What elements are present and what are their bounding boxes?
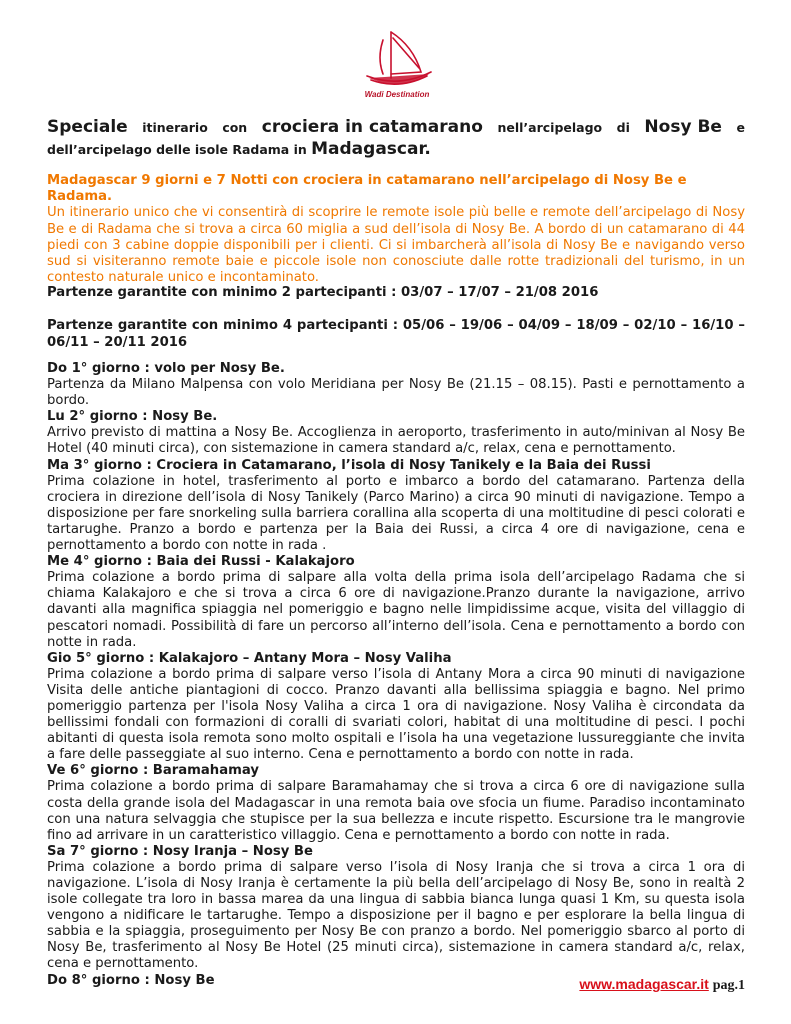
headline-word: itinerario [142,120,208,135]
intro-section [47,173,745,286]
headline-word: di [616,120,630,135]
intro-text: Un itinerario unico che vi consentirà di scoprire le remote isole più belle e remote dell’arcipelago di Nosy Be e di Radama che si trova a circa 60 miglia a sud dell’isola di Nosy Be. A bordo di un catamarano di 44 piedi con 3 cabine doppie disponibili per i clienti. Ci si imbarcherà all’isola di Nosy Be e navigando verso sud si visiteranno remote baie e piccole isole non conosciute dalle rotte tradizionali del turismo, in un contesto naturale unico e incontaminato. [47,205,745,286]
day-item [47,844,745,973]
page-headline [47,117,745,159]
day-title: Lu 2° giorno : Nosy Be. [47,409,218,425]
day-text: Prima colazione a bordo prima di salpare verso l’isola di Antany Mora a circa 90 minuti di navigazione Visita delle antiche piantagioni di cocco. Pranzo davanti alla bellissima spiaggia e bagno. Nel primo pomeriggio partenza per l'isola Nosy Valiha a circa 1 ora di navigazione. Nosy Valiha è circondata da bellissimi fondali con formazioni di coralli di svariati colori, habitat di una moltitudine di pesci. I pochi abitanti di questa isola remota sono molto ospitali e l’isola ha una vegetazione lussureggiante che invita a fare delle passeggiate al suo interno. Cena e pernottamento a bordo con notte in rada. [47,666,745,763]
dhow-boat-icon [361,28,437,90]
page-label: pag. [712,978,738,993]
day-title: Me 4° giorno : Baia dei Russi - Kalakajoro [47,554,355,570]
headline-word: Speciale [47,117,128,137]
day-item [47,409,745,457]
day-text: Partenza da Milano Malpensa con volo Meridiana per Nosy Be (21.15 – 08.15). Pasti e pernottamento a bordo. [47,377,745,409]
departures-min-4: Partenze garantite con minimo 4 partecipanti : 05/06 – 19/06 – 04/09 – 18/09 – 02/10 – 16/10 – 06/11 – 20/11 2016 [47,318,745,350]
itinerary-days [47,361,745,989]
day-item [47,554,745,651]
day-title: Gio 5° giorno : Kalakajoro – Antany Mora – Nosy Valiha [47,650,452,666]
day-title: Sa 7° giorno : Nosy Iranja – Nosy Be [47,843,313,859]
departures-min-2: Partenze garantite con minimo 2 partecipanti : 03/07 – 17/07 – 21/08 2016 [47,285,599,300]
headline-line2: dell’arcipelago delle isole Radama in [47,142,312,157]
logo-text: Wadi Destination [364,90,430,99]
day-text: Prima colazione a bordo prima di salpare Baramahamay che si trova a circa 6 ore di navigazione sulla costa della grande isola del Madagascar in una remota baia ove sfocia un fiume. Paradiso incontaminato con una natura selvaggia che stupisce per la sua bellezza e incute rispetto. Escursione tra le mangrovie fino ad arrivare in un caratteristico villaggio. Cena e pernottamento a bordo con notte in rada. [47,779,745,843]
headline-destination: Madagascar. [311,139,431,159]
page-number: 1 [738,978,745,993]
day-item [47,458,745,555]
headline-word: e [736,120,745,135]
intro-title: Madagascar 9 giorni e 7 Notti con crociera in catamarano nell’arcipelago di Nosy Be e Radama. [47,173,687,205]
headline-word: crociera in catamarano [261,117,483,137]
headline-word: Nosy Be [644,117,722,137]
day-item [47,651,745,764]
website-link[interactable]: www.madagascar.it [579,976,709,992]
day-title: Ma 3° giorno : Crociera in Catamarano, l’isola di Nosy Tanikely e la Baia dei Russi [47,457,651,473]
day-title: Do 8° giorno : Nosy Be [47,972,215,988]
day-title: Ve 6° giorno : Baramahamay [47,763,259,779]
day-item [47,763,745,843]
day-text: Prima colazione in hotel, trasferimento al porto e imbarco a bordo del catamarano. Partenza della crociera in direzione dell’isola di Nosy Tanikely (Parco Marino) a circa 90 minuti di navigazione. Tempo a disposizione per fare snorkeling sulla barriera corallina alla scoperta di una moltitudine di pesci colorati e tartarughe. Pranzo a bordo e partenza per la Baia dei Russi, a circa 4 ore di navigazione, cena e pernottamento a bordo con notte in rada . [47,473,745,554]
day-text: Arrivo previsto di mattina a Nosy Be. Accoglienza in aeroporto, trasferimento in auto/minivan al Nosy Be Hotel (40 minuti circa), con sistemazione in camera standard a/c, relax, cena e pernottamento. [47,425,745,457]
headline-word: nell’arcipelago [497,120,603,135]
headline-word: con [222,120,248,135]
day-item [47,361,745,409]
page-footer [579,976,745,994]
day-text: Prima colazione a bordo prima di salpare verso l’isola di Nosy Iranja che si trova a circa 1 ora di navigazione. L’isola di Nosy Iranja è certamente la più bella dell’arcipelago di Nosy Be, sono in realtà 2 isole collegate tra loro in bassa marea da una lingua di sabbia bianca lunga quasi 1 Km, su questa isola vengono a nidificare le tartarughe. Tempo a disposizione per il bagno e per esplorare la bella lingua di sabbia e la spiaggia, proseguimento per Nosy Be con pranzo a bordo. Nel pomeriggio sbarco al porto di Nosy Be, trasferimento al Nosy Be Hotel (25 minuti circa), sistemazione in camera standard a/c, relax, cena e pernottamento. [47,859,745,972]
day-title: Do 1° giorno : volo per Nosy Be. [47,361,285,376]
day-text: Prima colazione a bordo prima di salpare alla volta della prima isola dell’arcipelago Radama che si chiama Kalakajoro e che si trova a circa 6 ore di navigazione.Pranzo durante la navigazione, arrivo davanti alla magnifica spiaggia nel pomeriggio e bagno nelle limpidissime acque, visita del villaggio di pescatori nomadi. Possibilità di fare un percorso all’interno dell’isola. Cena e pernottamento a bordo con notte in rada. [47,570,745,650]
